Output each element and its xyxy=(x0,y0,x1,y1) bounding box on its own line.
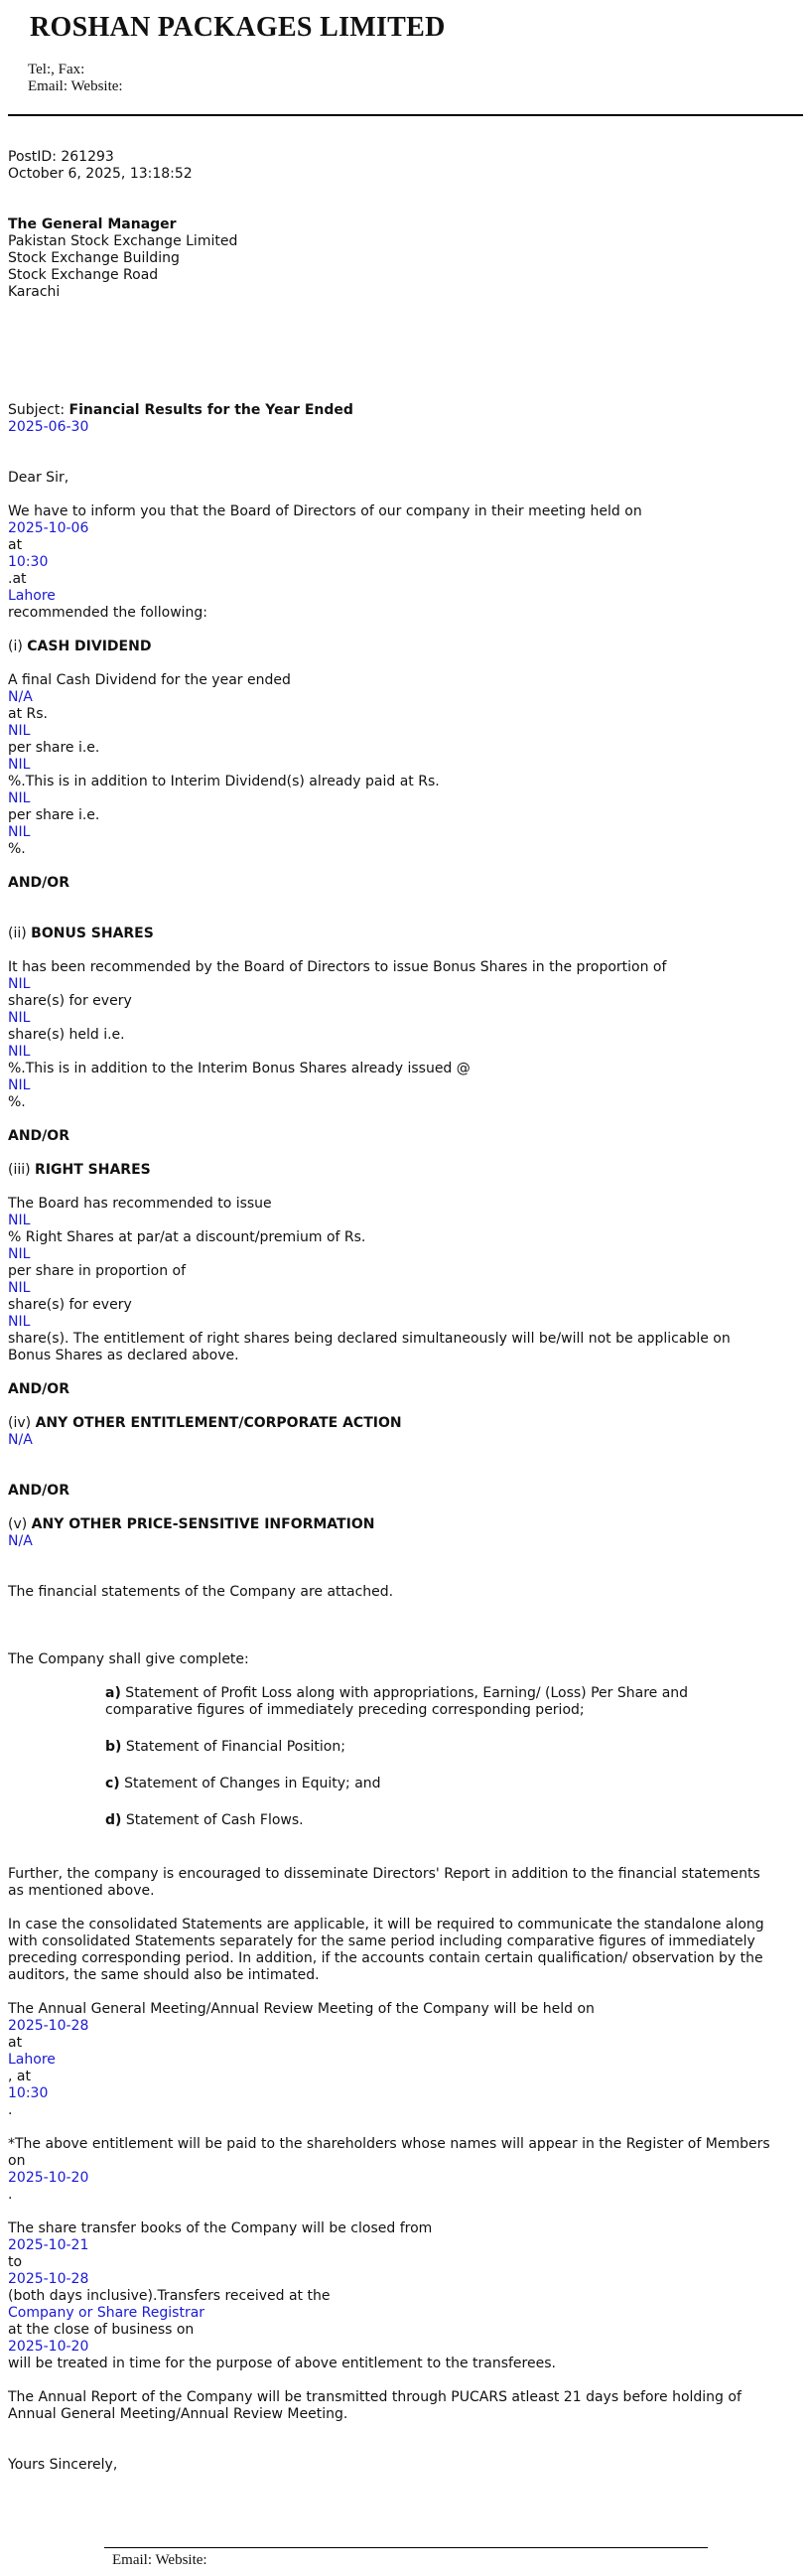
complete-intro: The Company shall give complete: xyxy=(8,1651,249,1667)
item-label: c) xyxy=(105,1776,120,1791)
cash-text: at Rs. xyxy=(8,706,48,722)
statement-item xyxy=(105,1812,772,1829)
salutation: Dear Sir, xyxy=(8,470,69,486)
addressee-line: Stock Exchange Building xyxy=(8,250,180,266)
right-text: % Right Shares at par/at a discount/premium of Rs. xyxy=(8,1229,366,1245)
intro-at: at xyxy=(8,537,23,553)
books-text: at the close of business on xyxy=(8,2322,195,2338)
item-text: Statement of Financial Position; xyxy=(121,1739,345,1755)
bonus-value: NIL xyxy=(8,1044,31,1060)
other-info-heading xyxy=(8,1516,772,1533)
post-id: PostID: 261293 xyxy=(8,149,114,165)
addressee-line: Pakistan Stock Exchange Limited xyxy=(8,233,238,249)
letter-body xyxy=(8,149,772,2474)
footer-divider xyxy=(104,2547,708,2548)
books-where: Company or Share Registrar xyxy=(8,2305,205,2321)
bonus-text: share(s) held i.e. xyxy=(8,1027,125,1043)
subject-date: 2025-06-30 xyxy=(8,419,89,435)
bonus-heading xyxy=(8,926,772,942)
right-heading xyxy=(8,1162,772,1179)
and-or: AND/OR xyxy=(8,1483,69,1499)
section-title: ANY OTHER PRICE-SENSITIVE INFORMATION xyxy=(31,1516,375,1532)
agm-date: 2025-10-28 xyxy=(8,2018,89,2034)
item-label: a) xyxy=(105,1685,121,1701)
cash-value: NIL xyxy=(8,790,31,806)
statement-item xyxy=(105,1739,772,1756)
other-info-value: N/A xyxy=(8,1533,33,1549)
item-text: Statement of Changes in Equity; and xyxy=(119,1776,381,1791)
section-number: (iii) xyxy=(8,1162,36,1178)
other-entitlement-value: N/A xyxy=(8,1432,33,1448)
right-text: share(s). The entitlement of right shares being declared simultaneously will be/will not be applicable on Bonus Shares as declared above. xyxy=(8,1331,731,1363)
cash-text: per share i.e. xyxy=(8,807,100,823)
section-number: (ii) xyxy=(8,926,32,941)
letterhead xyxy=(0,0,811,119)
bonus-value: NIL xyxy=(8,1077,31,1093)
post-datetime: October 6, 2025, 13:18:52 xyxy=(8,166,193,182)
cash-text: %.This is in addition to Interim Dividend(s) already paid at Rs. xyxy=(8,774,440,789)
bonus-text: share(s) for every xyxy=(8,993,132,1009)
and-or: AND/OR xyxy=(8,1128,69,1144)
right-text: The Board has recommended to issue xyxy=(8,1196,272,1212)
cash-value: N/A xyxy=(8,689,33,705)
cash-value: NIL xyxy=(8,824,31,840)
right-value: NIL xyxy=(8,1314,31,1330)
right-text: per share in proportion of xyxy=(8,1263,187,1279)
closing: Yours Sincerely, xyxy=(8,2457,118,2473)
books-to-date: 2025-10-28 xyxy=(8,2271,89,2287)
books-close-date: 2025-10-20 xyxy=(8,2339,89,2355)
right-value: NIL xyxy=(8,1280,31,1296)
statement-item xyxy=(105,1685,772,1719)
cash-value: NIL xyxy=(8,757,31,773)
cash-text: per share i.e. xyxy=(8,740,100,756)
meeting-date: 2025-10-06 xyxy=(8,520,89,536)
bonus-text: It has been recommended by the Board of Directors to issue Bonus Shares in the proportion of xyxy=(8,959,667,975)
meeting-time: 10:30 xyxy=(8,554,49,570)
annual-report: The Annual Report of the Company will be transmitted through PUCARS atleast 21 days before holding of Annual General Meeting/Annual Review Meeting. xyxy=(8,2389,742,2422)
addressee-line: Stock Exchange Road xyxy=(8,267,159,283)
intro-recommended: recommended the following: xyxy=(8,605,208,621)
bonus-value: NIL xyxy=(8,1010,31,1026)
section-title: CASH DIVIDEND xyxy=(27,639,152,654)
right-value: NIL xyxy=(8,1213,31,1228)
other-entitlement-heading xyxy=(8,1415,772,1432)
cash-text: %. xyxy=(8,841,26,857)
section-number: (i) xyxy=(8,639,28,654)
subject-line xyxy=(8,402,772,419)
books-text: will be treated in time for the purpose of above entitlement to the transferees. xyxy=(8,2356,556,2371)
agm-text: The Annual General Meeting/Annual Review Meeting of the Company will be held on xyxy=(8,2001,595,2017)
cash-heading xyxy=(8,639,772,655)
tel-fax: Tel:, Fax: xyxy=(28,62,85,77)
agm-time: 10:30 xyxy=(8,2085,49,2101)
item-label: b) xyxy=(105,1739,122,1755)
section-number: (v) xyxy=(8,1516,32,1532)
agm-at: at xyxy=(8,2035,23,2051)
subject-text: Financial Results for the Year Ended xyxy=(68,402,353,418)
right-value: NIL xyxy=(8,1246,31,1262)
and-or: AND/OR xyxy=(8,1381,69,1397)
section-title: RIGHT SHARES xyxy=(35,1162,151,1178)
and-or: AND/OR xyxy=(8,875,69,891)
section-number: (iv) xyxy=(8,1415,36,1431)
fs-attached: The financial statements of the Company are attached. xyxy=(8,1584,394,1600)
section-title: BONUS SHARES xyxy=(31,926,154,941)
statement-item xyxy=(105,1776,772,1792)
bonus-text: %.This is in addition to the Interim Bonus Shares already issued @ xyxy=(8,1061,471,1076)
bonus-value: NIL xyxy=(8,976,31,992)
subject-prefix: Subject: xyxy=(8,402,69,418)
entitlement-text: *The above entitlement will be paid to the shareholders whose names will appear in the Register of Members on xyxy=(8,2136,770,2169)
books-from-date: 2025-10-21 xyxy=(8,2237,89,2253)
bonus-text: %. xyxy=(8,1094,26,1110)
agm-at2: , at xyxy=(8,2069,31,2084)
agm-end: . xyxy=(8,2102,13,2118)
statements-list xyxy=(105,1685,772,1829)
company-name: ROSHAN PACKAGES LIMITED xyxy=(30,12,446,43)
item-label: d) xyxy=(105,1812,122,1828)
right-text: share(s) for every xyxy=(8,1297,132,1313)
cash-value: NIL xyxy=(8,723,31,739)
email-website: Email: Website: xyxy=(28,78,123,94)
meeting-place: Lahore xyxy=(8,588,56,604)
intro-text: We have to inform you that the Board of Directors of our company in their meeting held on xyxy=(8,503,642,519)
footer-email-website: Email: Website: xyxy=(112,2552,207,2568)
agm-place: Lahore xyxy=(8,2052,56,2068)
entitlement-end: . xyxy=(8,2187,13,2203)
section-title: ANY OTHER ENTITLEMENT/CORPORATE ACTION xyxy=(35,1415,402,1431)
para-further: Further, the company is encouraged to disseminate Directors' Report in addition to the financial statements as mentioned above. xyxy=(8,1866,760,1899)
entitlement-date: 2025-10-20 xyxy=(8,2170,89,2186)
books-to: to xyxy=(8,2254,23,2270)
header-divider xyxy=(8,114,803,116)
addressee-title: The General Manager xyxy=(8,216,177,232)
item-text: Statement of Profit Loss along with appropriations, Earning/ (Loss) Per Share and comparative figures of immediately preceding corresponding period; xyxy=(105,1685,689,1718)
books-text: (both days inclusive).Transfers received at the xyxy=(8,2288,331,2304)
intro-at2: .at xyxy=(8,571,27,587)
para-consolidated: In case the consolidated Statements are applicable, it will be required to communicate the standalone along with consolidated Statements separately for the same period including comparative figures of immediately preceding corresponding period. In addition, if the accounts contain certain qualification/ observation by the auditors, the same should also be intimated. xyxy=(8,1917,764,1983)
books-text: The share transfer books of the Company will be closed from xyxy=(8,2220,433,2236)
addressee-line: Karachi xyxy=(8,284,61,300)
cash-text: A final Cash Dividend for the year ended xyxy=(8,672,291,688)
item-text: Statement of Cash Flows. xyxy=(121,1812,304,1828)
